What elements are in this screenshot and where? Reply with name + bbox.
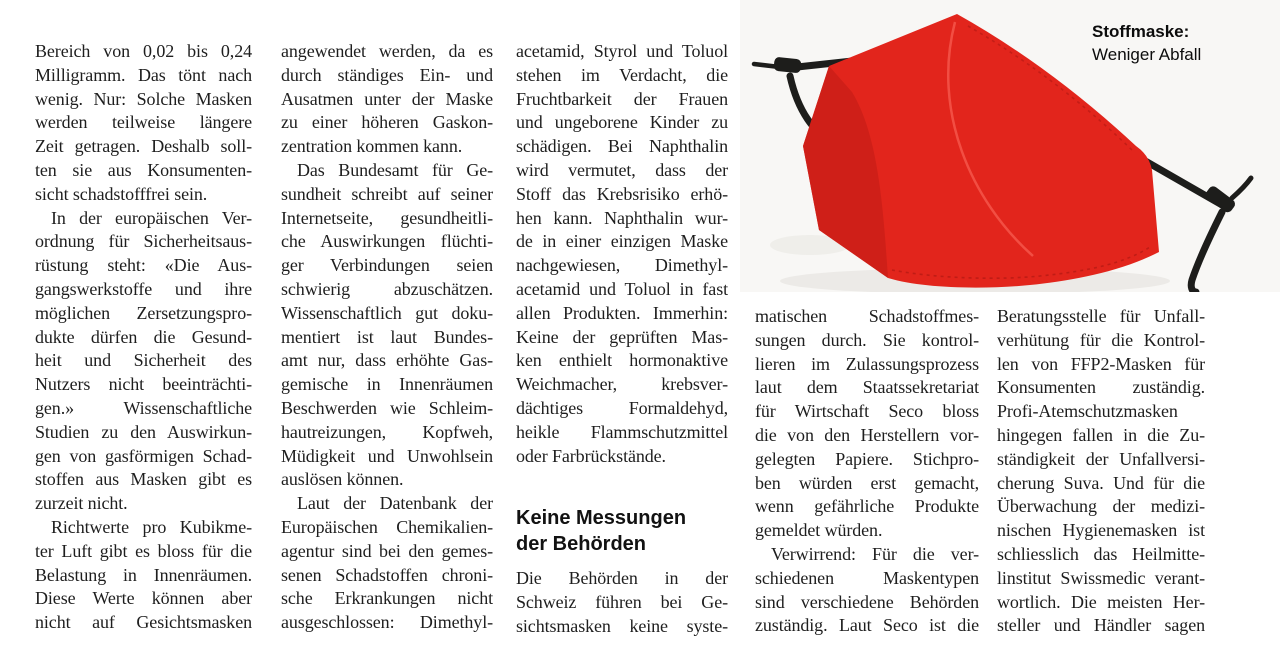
text-line: Keine der geprüften Mas- <box>516 326 728 347</box>
text-line: Nutzers nicht beeinträchti- <box>35 374 252 395</box>
mask-photo <box>740 0 1280 292</box>
text-line: ger Verbindungen seien <box>281 255 493 276</box>
text-line: auslösen können. <box>281 469 404 490</box>
paragraph <box>35 40 252 207</box>
text-line: gen.» Wissenschaftliche <box>35 397 252 418</box>
text-line: nicht auf Gesichtsmasken <box>35 612 252 633</box>
text-line: heikle Flammschutzmittel <box>516 421 728 442</box>
text-line: gemische in Innenräumen <box>281 374 493 395</box>
text-line: gemeldet würden. <box>755 520 883 541</box>
text-line: durch ständiges Ein- und <box>281 64 493 85</box>
text-line: hingegen fallen in die Zu- <box>997 424 1205 445</box>
text-line: Wissenschaftlich gut doku- <box>281 302 493 323</box>
text-line: matischen Schadstoffmes- <box>755 306 979 326</box>
text-line: Müdigkeit und Unwohlsein <box>281 445 493 466</box>
paragraph <box>997 305 1205 638</box>
section-heading-line: Keine Messungen <box>516 507 687 530</box>
paragraph <box>516 40 728 468</box>
text-line: hautreizungen, Kopfweh, <box>281 421 493 442</box>
text-line: Weichmacher, krebsver- <box>516 374 728 395</box>
text-line: acetamid und Toluol in fast <box>516 278 728 299</box>
text-line: Beschwerden wie Schleim- <box>281 397 493 418</box>
text-line: amt nur, dass erhöhte Gas- <box>281 350 493 371</box>
text-line: werden teilweise längere <box>35 112 252 133</box>
text-line: zuständig. Laut Seco ist die <box>755 615 979 636</box>
paragraph <box>35 207 252 516</box>
text-line: hen kann. Naphthalin wur- <box>516 207 728 228</box>
photo-caption-subtitle: Weniger Abfall <box>1092 45 1202 64</box>
paragraph <box>755 305 979 543</box>
text-line: Das Bundesamt für Ge- <box>297 159 493 180</box>
text-line: Ausatmen unter der Maske <box>281 88 493 109</box>
text-line: zu einer höheren Gaskon- <box>281 112 493 133</box>
text-line: schliesslich das Heilmitte- <box>997 543 1205 564</box>
text-column-1 <box>35 40 252 635</box>
text-line: rüstung steht: «Die Aus- <box>35 255 252 276</box>
text-line: de in einer einzigen Maske <box>516 231 728 252</box>
text-line: verhütung für die Kontrol- <box>997 329 1205 350</box>
text-line: heit und Sicherheit des <box>35 350 252 371</box>
paragraph <box>516 567 728 638</box>
text-line: allen Produkten. Immerhin: <box>516 302 728 323</box>
text-line: dächtiges Formaldehyd, <box>516 397 728 418</box>
paragraph <box>281 492 493 635</box>
text-column-4 <box>755 305 979 638</box>
text-line: lieren im Zulassungsprozess <box>755 353 979 374</box>
section-heading-line: der Behörden <box>516 533 647 556</box>
paragraph <box>281 40 493 159</box>
text-line: agentur sind bei den gemes- <box>281 540 493 561</box>
text-line: wird vermutet, dass der <box>516 159 728 180</box>
text-line: zurzeit nicht. <box>35 493 128 514</box>
text-line: zentration kommen kann. <box>281 136 463 157</box>
text-line: Die Behörden in der <box>516 568 728 589</box>
text-line: dukte dürfen die Gesund- <box>35 326 252 347</box>
text-line: wortlich. Die meisten Her- <box>997 591 1205 612</box>
paragraph <box>281 159 493 492</box>
text-line: die von den Herstellern vor- <box>755 424 979 445</box>
photo-caption <box>1092 20 1201 66</box>
text-line: stoffen aus Masken gibt es <box>35 469 252 490</box>
text-line: Laut der Datenbank der <box>297 493 493 514</box>
text-line: Schweiz führen bei Ge- <box>516 592 728 613</box>
text-line: ordnung für Sicherheitsaus- <box>35 231 252 252</box>
text-line: Richtwerte pro Kubikme- <box>51 516 252 537</box>
text-line: Diese Werte können aber <box>35 588 252 609</box>
text-line: schiedenen Maskentypen <box>755 567 979 588</box>
paragraph <box>755 543 979 638</box>
text-column-3 <box>516 40 728 639</box>
text-line: ausgeschlossen: Dimethyl- <box>281 612 493 633</box>
section-heading <box>516 505 728 557</box>
text-line: und ungeborene Kinder zu <box>516 112 728 133</box>
text-line: sicht schadstofffrei sein. <box>35 183 208 204</box>
text-line: Internetseite, gesundheitli- <box>281 207 493 228</box>
text-line: stehen im Verdacht, die <box>516 64 728 85</box>
text-line: schädigen. Bei Naphthalin <box>516 136 728 157</box>
text-line: Beratungsstelle für Unfall- <box>997 306 1205 326</box>
left-strap-toggle-icon <box>773 57 801 74</box>
text-line: Zeit getragen. Deshalb soll- <box>35 136 252 157</box>
text-line: ter Luft gibt es bloss für die <box>35 540 252 561</box>
text-line: Konsumenten zuständig. <box>997 377 1205 398</box>
text-line: nachgewiesen, Dimethyl- <box>516 255 728 276</box>
text-line: angewendet werden, da es <box>281 41 493 61</box>
text-line: steller und Händler sagen <box>997 615 1205 636</box>
text-line: gelegten Papiere. Stichpro- <box>755 448 979 469</box>
text-line: che Auswirkungen flüchti- <box>281 231 493 252</box>
text-line: ben würden erst gemacht, <box>755 472 979 493</box>
photo-caption-title: Stoffmaske: <box>1092 22 1190 41</box>
text-line: acetamid, Styrol und Toluol <box>516 41 728 61</box>
text-line: sichtsmasken keine syste- <box>516 615 728 636</box>
text-column-2 <box>281 40 493 635</box>
text-line: Stoff das Krebsrisiko erhö- <box>516 183 728 204</box>
text-line: sungen durch. Sie kontrol- <box>755 329 979 350</box>
text-line: sind verschiedene Behörden <box>755 591 979 612</box>
text-line: Verwirrend: Für die ver- <box>771 543 979 564</box>
text-line: ten sie aus Konsumenten- <box>35 159 252 180</box>
text-line: gangswerkstoffe und ihre <box>35 278 252 299</box>
text-column-5 <box>997 305 1205 638</box>
text-line: Belastung in Innenräumen. <box>35 564 252 585</box>
text-line: oder Farbrückstände. <box>516 445 666 466</box>
text-line: möglichen Zersetzungspro- <box>35 302 252 323</box>
text-line: ständigkeit der Unfallversi- <box>997 448 1205 469</box>
text-line: gen von gasförmigen Schad- <box>35 445 252 466</box>
text-line: In der europäischen Ver- <box>51 207 252 228</box>
text-line: wenig. Nur: Solche Masken <box>35 88 252 109</box>
text-line: sche Erkrankungen nicht <box>281 588 493 609</box>
text-line: für Wirtschaft Seco bloss <box>755 401 979 422</box>
text-line: senen Schadstoffen chroni- <box>281 564 493 585</box>
paragraph <box>35 516 252 635</box>
text-line: cherung Suva. Und für die <box>997 472 1205 493</box>
text-line: sundheit schreibt auf seiner <box>281 183 493 204</box>
text-line: Studien zu den Auswirkun- <box>35 421 252 442</box>
text-line: Fruchtbarkeit der Frauen <box>516 88 728 109</box>
text-line: Milligramm. Das tönt nach <box>35 64 252 85</box>
text-line: laut dem Staatssekretariat <box>755 377 979 398</box>
text-line: Profi-Atemschutzmasken <box>997 401 1178 422</box>
text-line: nischen Hygienemasken ist <box>997 520 1205 541</box>
text-line: schwierig abzuschätzen. <box>281 278 493 299</box>
text-line: Überwachung der medizi- <box>997 496 1205 517</box>
text-line: len von FFP2-Masken für <box>997 353 1205 374</box>
text-line: ken enthielt hormonaktive <box>516 350 728 371</box>
text-line: Europäischen Chemikalien- <box>281 516 493 537</box>
text-line: linstitut Swissmedic verant- <box>997 567 1205 588</box>
text-line: wenn gefährliche Produkte <box>755 496 979 517</box>
text-line: Bereich von 0,02 bis 0,24 <box>35 41 252 61</box>
text-line: mentiert ist laut Bundes- <box>281 326 493 347</box>
